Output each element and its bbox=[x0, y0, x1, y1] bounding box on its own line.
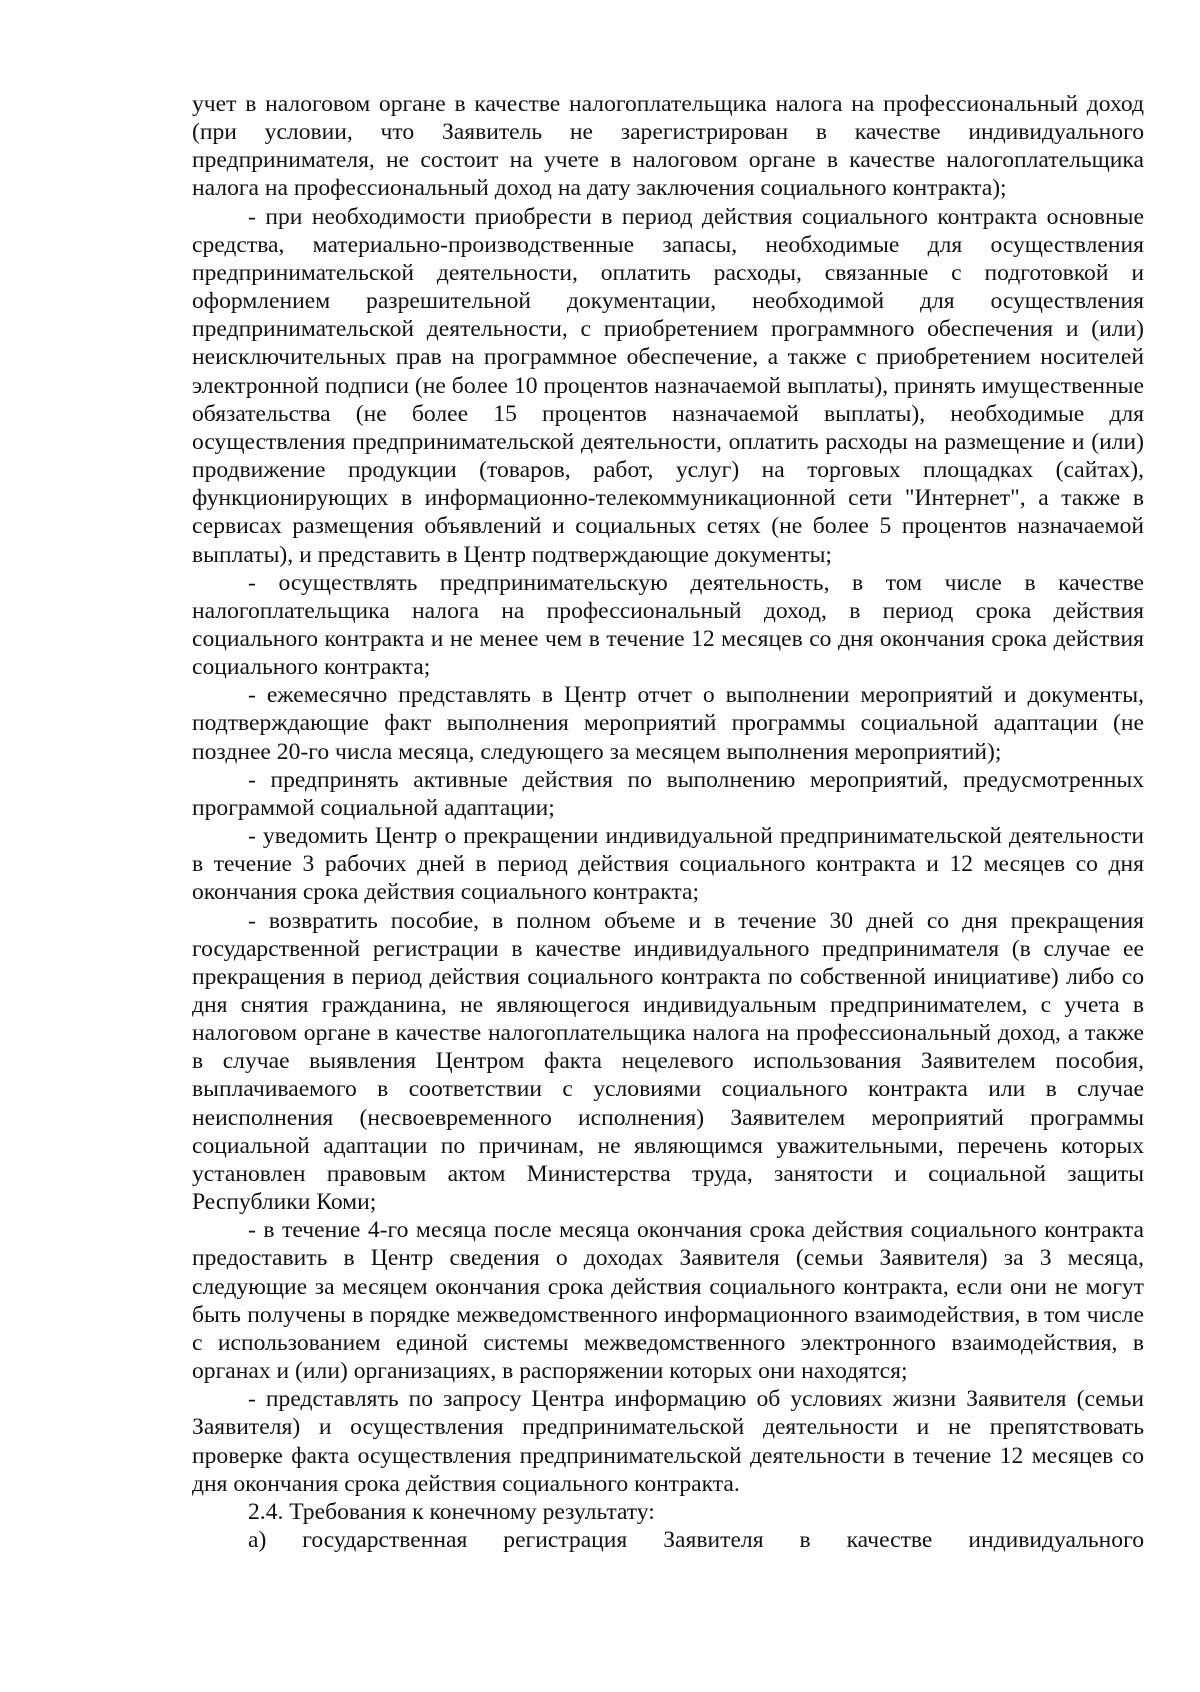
paragraph-acquire-assets: - при необходимости приобрести в период действия социального контракта основные средства, материально-производственные запасы, необходимые для осуществления предпринимательской деятельности, оплатить расходы, связанные с подготовкой и оформлением разрешительной документации, необходимой для осуществления предпринимательской деятельности, с приобретением программного обеспечения и (или) неисключительных прав на программное обеспечение, а также с приобретением носителей электронной подписи (не более 10 процентов назначаемой выплаты), принять имущественные обязательства (не более 15 процентов назначаемой выплаты), необходимые для осуществления предпринимательской деятельности, оплатить расходы на размещение и (или) продвижение продукции (товаров, работ, услуг) на торговых площадках (сайтах), функционирующих в информационно-телекоммуникационной сети "Интернет", а также в сервисах размещения объявлений и социальных сетях (не более 5 процентов назначаемой выплаты), и представить в Центр подтверждающие документы; bbox=[192, 203, 1144, 568]
paragraph-monthly-report: - ежемесячно представлять в Центр отчет о выполнении мероприятий и документы, подтверждающие факт выполнения мероприятий программы социальной адаптации (не позднее 20-го числа месяца, следующего за месяцем выполнения мероприятий); bbox=[192, 682, 1144, 765]
paragraph-conduct-business: - осуществлять предпринимательскую деятельность, в том числе в качестве налогоплательщика налога на профессиональный доход, в период срока действия социального контракта и не менее чем в течение 12 месяцев со дня окончания срока действия социального контракта; bbox=[192, 569, 1144, 681]
paragraph-item-a: а) государственная регистрация Заявителя в качестве индивидуального bbox=[248, 1526, 1144, 1553]
paragraph-living-conditions: - представлять по запросу Центра информацию об условиях жизни Заявителя (семьи Заявителя) и осуществления предпринимательской деятельности и не препятствовать проверке факта осуществления предпринимательской деятельности в течение 12 месяцев со дня окончания срока действия социального контракта. bbox=[192, 1386, 1144, 1497]
section-heading-2-4: 2.4. Требования к конечному результату: bbox=[248, 1498, 655, 1525]
paragraph-notify-termination: - уведомить Центр о прекращении индивидуальной предпринимательской деятельности в течение 3 рабочих дней в период действия социального контракта и 12 месяцев со дня окончания срока действия социального контракта; bbox=[192, 823, 1144, 906]
document-page bbox=[192, 90, 1144, 1554]
paragraph-active-actions: - предпринять активные действия по выполнению мероприятий, предусмотренных программой социальной адаптации; bbox=[192, 766, 1144, 821]
paragraph-tax-registration: учет в налоговом органе в качестве налогоплательщика налога на профессиональный доход (при условии, что Заявитель не зарегистрирован в качестве индивидуального предпринимателя, не состоит на учете в налоговом органе в качестве налогоплательщика налога на профессиональный доход на дату заключения социального контракта); bbox=[192, 91, 1144, 202]
paragraph-income-info: - в течение 4-го месяца после месяца окончания срока действия социального контракта предоставить в Центр сведения о доходах Заявителя (семьи Заявителя) за 3 месяца, следующие за месяцем окончания срока действия социального контракта, если они не могут быть получены в порядке межведомственного информационного взаимодействия, в том числе с использованием единой системы межведомственного электронного взаимодействия, в органах и (или) организациях, в распоряжении которых они находятся; bbox=[192, 1217, 1144, 1385]
paragraph-return-allowance: - возвратить пособие, в полном объеме и в течение 30 дней со дня прекращения государственной регистрации в качестве индивидуального предпринимателя (в случае ее прекращения в период действия социального контракта по собственной инициативе) либо со дня снятия гражданина, не являющегося индивидуальным предпринимателем, с учета в налоговом органе в качестве налогоплательщика налога на профессиональный доход, а также в случае выявления Центром факта нецелевого использования Заявителем пособия, выплачиваемого в соответствии с условиями социального контракта или в случае неисполнения (несвоевременного исполнения) Заявителем мероприятий программы социальной адаптации по причинам, не являющимся уважительными, перечень которых установлен правовым актом Министерства труда, занятости и социальной защиты Республики Коми; bbox=[192, 907, 1144, 1216]
